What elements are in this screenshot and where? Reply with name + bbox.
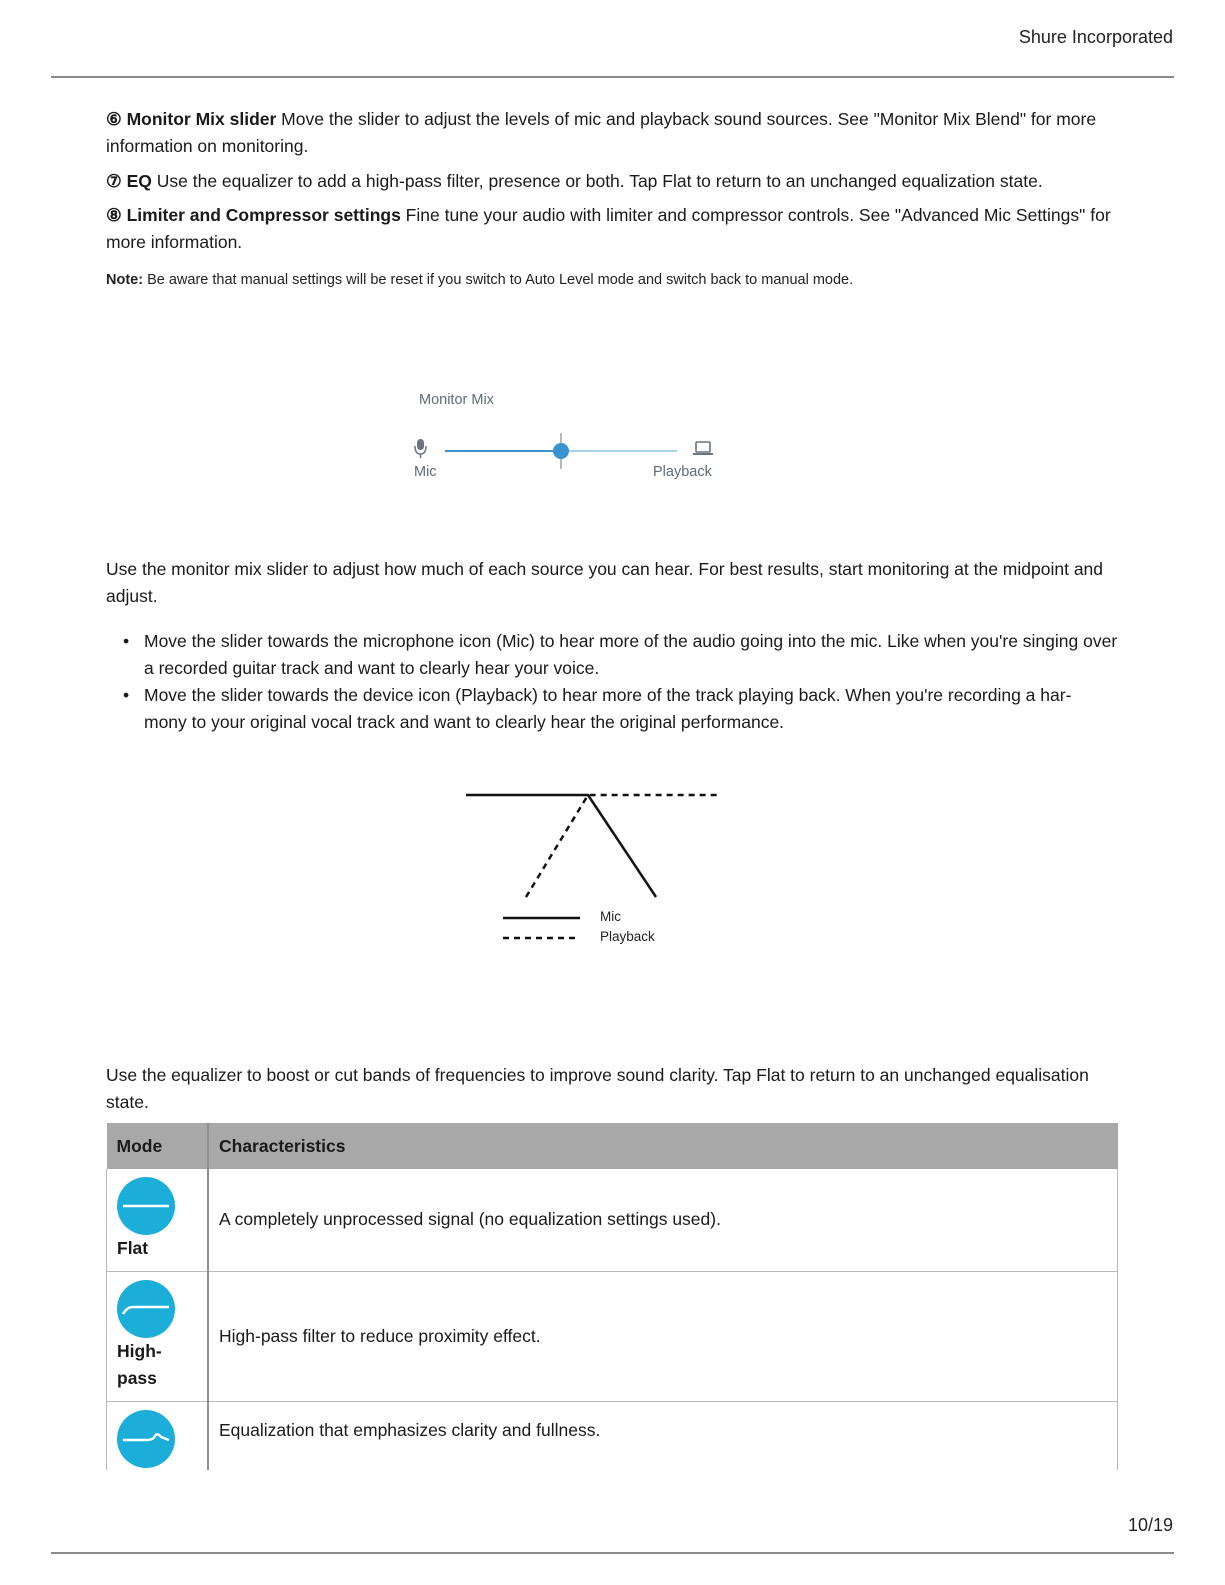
item-title: EQ	[126, 171, 152, 191]
mode-cell	[107, 1169, 209, 1271]
bullet-dot: •	[123, 631, 130, 651]
note-label: Note:	[106, 272, 144, 288]
eq-description: Use the equalizer to boost or cut bands of frequencies to improve sound clarity. Tap Flat to return to an unchanged equalisation state.	[106, 1065, 1089, 1112]
table-row	[107, 1271, 1118, 1401]
mic-icon	[415, 439, 426, 458]
presence-eq-icon[interactable]	[117, 1410, 175, 1468]
bullet-list	[106, 628, 1118, 736]
note-text: Be aware that manual settings will be reset if you switch to Auto Level mode and switch back to manual mode.	[143, 272, 854, 288]
legend-mic: Mic	[600, 909, 621, 924]
page-clip	[100, 1470, 1130, 1510]
list-item-text: Move the slider towards the microphone icon (Mic) to hear more of the audio going into the mic. Like when you're singing over a recorded guitar track and want to clearly hear your voice.	[144, 631, 1118, 678]
item-title: Monitor Mix slider	[126, 109, 277, 129]
header-company: Shure Incorporated	[1018, 27, 1173, 47]
item-text: Fine tune your audio with limiter and compressor controls. See "Advanced Mic Settings" for more information.	[106, 205, 1111, 252]
list-item-text: Move the slider towards the device icon (Playback) to hear more of the track playing back. When you're recording a har- mony to your original vocal track and want to clearly hear the original performance.	[144, 685, 1072, 732]
mix-blend-graph	[460, 775, 730, 955]
table-header-characteristics: Characteristics	[208, 1123, 1118, 1169]
characteristics-cell: High-pass filter to reduce proximity effect.	[208, 1271, 1118, 1401]
note	[106, 272, 853, 288]
footer-rule	[51, 1552, 1174, 1554]
item-text: Use the equalizer to add a high-pass filter, presence or both. Tap Flat to return to an unchanged equalization state.	[151, 171, 1043, 191]
slider-left-label: Mic	[414, 464, 437, 480]
item-marker: ⑧	[106, 205, 122, 225]
flat-eq-icon[interactable]	[117, 1177, 175, 1235]
item-marker: ⑥	[106, 109, 122, 129]
monitor-mix-figure	[400, 380, 740, 490]
list-item	[106, 628, 1118, 682]
item-marker: ⑦	[106, 171, 122, 191]
characteristics-cell: Equalization that emphasizes clarity and fullness.	[208, 1401, 1118, 1481]
item-limiter	[106, 202, 1118, 256]
monitor-mix-description: Use the monitor mix slider to adjust how much of each source you can hear. For best results, start monitoring at the midpoint and adjust.	[106, 559, 1104, 606]
item-list	[106, 106, 1118, 256]
laptop-icon	[693, 442, 713, 455]
mic-curve	[466, 795, 656, 897]
table-header-mode: Mode	[107, 1123, 209, 1169]
eq-mode-table	[106, 1123, 1118, 1482]
item-monitor-mix	[106, 106, 1118, 160]
page-number: 10/19	[1127, 1515, 1173, 1535]
high-pass-eq-icon[interactable]	[117, 1280, 175, 1338]
slider-thumb[interactable]	[553, 443, 569, 459]
mode-name: High- pass	[117, 1340, 162, 1388]
legend-playback: Playback	[600, 929, 655, 944]
item-title: Limiter and Compressor settings	[126, 205, 401, 225]
item-eq	[106, 168, 1118, 195]
table-row	[107, 1401, 1118, 1481]
characteristics-cell: A completely unprocessed signal (no equalization settings used).	[208, 1169, 1118, 1271]
table-row	[107, 1169, 1118, 1271]
mode-cell	[107, 1271, 209, 1401]
header-rule	[51, 76, 1174, 78]
mode-cell	[107, 1401, 209, 1481]
list-item	[106, 682, 1118, 736]
item-text: Move the slider to adjust the levels of mic and playback sound sources. See "Monitor Mix Blend" for more information on monitoring.	[106, 109, 1097, 156]
bullet-dot: •	[123, 685, 130, 705]
slider-right-label: Playback	[653, 464, 712, 480]
table-header-row	[107, 1123, 1118, 1169]
mode-name: Flat	[117, 1238, 149, 1258]
monitor-mix-title: Monitor Mix	[419, 392, 494, 408]
